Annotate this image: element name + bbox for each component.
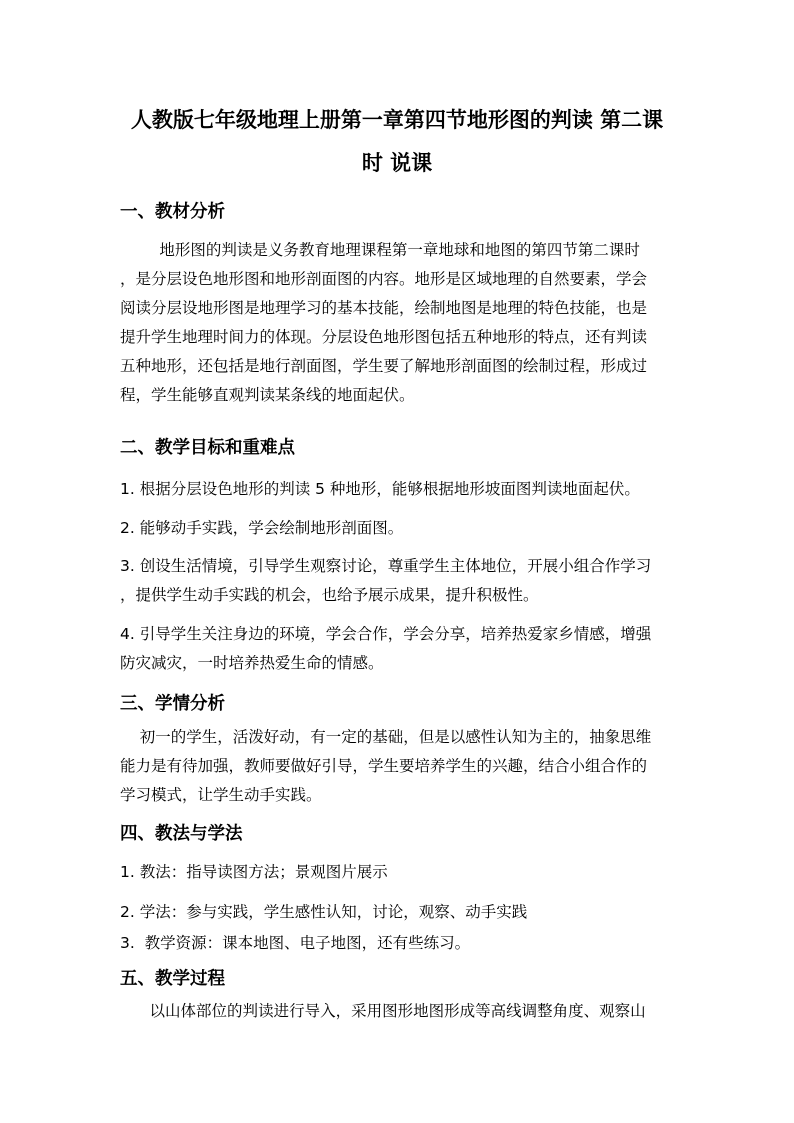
paragraph-line: 五种地形，还包括是地行剖面图，学生要了解地形剖面图的绘制过程，形成过 [120,357,648,375]
list-item-line: 4. 引导学生关注身边的环境，学会合作，学会分享，培养热爱家乡情感，增强 [120,625,652,643]
section-heading-textbook-analysis: 一、教材分析 [120,202,225,222]
method-item-2 [120,898,680,927]
method-item-3 [120,929,680,958]
section-heading-methods: 四、教法与学法 [120,824,243,844]
list-item-line: 防灾减灾，一时培养热爱生命的情感。 [120,654,384,672]
section-heading-objectives: 二、教学目标和重难点 [120,438,295,458]
list-item-line: 2. 学法：参与实践，学生感性认知，讨论，观察、动手实践 [120,903,528,921]
paragraph-line: 提升学生地理时间力的体现。分层设色地形图包括五种地形的特点，还有判读 [120,328,648,346]
list-item-line: 2. 能够动手实践，学会绘制地形剖面图。 [120,519,404,537]
paragraph-line: 以山体部位的判读进行导入，采用图形地图形成等高线调整角度、观察山 [120,1002,646,1020]
section-heading-learner-analysis: 三、学情分析 [120,694,225,714]
paragraph-line: 能力是有待加强，教师要做好引导，学生要培养学生的兴趣，结合小组合作的 [120,757,648,775]
objective-item-2 [120,514,680,543]
teaching-process-paragraph [120,997,680,1026]
objective-item-3 [120,552,680,610]
paragraph-line: 初一的学生，活泼好动，有一定的基础，但是以感性认知为主的，抽象思维 [120,728,652,746]
document-title-line-2: 时 说课 [361,150,433,175]
paragraph-line: 程，学生能够直观判读某条线的地面起伏。 [120,386,415,404]
objective-item-4 [120,620,680,678]
textbook-analysis-paragraph [120,236,680,410]
method-item-1 [120,858,680,887]
list-item-line: ，提供学生动手实践的机会，也给予展示成果，提升积极性。 [120,586,539,604]
paragraph-line: 学习模式，让学生动手实践。 [120,786,322,804]
paragraph-line: 地形图的判读是义务教育地理课程第一章地球和地图的第四节第二课时 [120,241,640,259]
learner-analysis-paragraph [120,723,680,810]
list-item-line: 1. 根据分层设色地形的判读 5 种地形，能够根据地形坡面图判读地面起伏。 [120,480,640,498]
document-title-line-1: 人教版七年级地理上册第一章第四节地形图的判读 第二课 [130,107,664,132]
objective-item-1 [120,475,680,504]
list-item-line: 3. 创设生活情境，引导学生观察讨论，尊重学生主体地位，开展小组合作学习 [120,557,652,575]
section-heading-teaching-process: 五、教学过程 [120,969,225,989]
list-item-line: 1. 教法：指导读图方法；景观图片展示 [120,863,388,881]
paragraph-line: ，是分层设色地形图和地形剖面图的内容。地形是区域地理的自然要素，学会 [120,270,648,288]
list-item-line: 3. 教学资源：课本地图、电子地图，还有些练习。 [120,934,471,952]
paragraph-line: 阅读分层设地形图是地理学习的基本技能，绘制地图是地理的特色技能，也是 [120,299,648,317]
